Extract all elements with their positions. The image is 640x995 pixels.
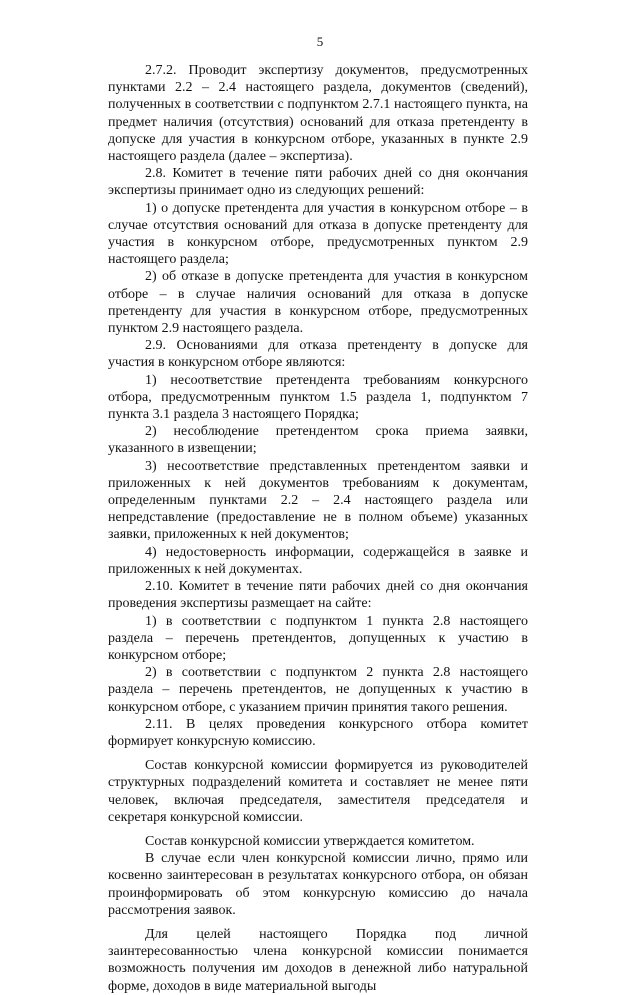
paragraph-2-11: 2.11. В целях проведения конкурсного отбора комитет формирует конкурсную комиссию. [108,716,528,749]
paragraph-commission-composition: Состав конкурсной комиссии формируется из руководителей структурных подразделений комитета и составляет не менее пяти человек, включая председателя, заместителя председателя и секретаря конкурсной комиссии. [108,758,528,825]
paragraph-2-8-item-2: 2) об отказе в допуске претендента для участия в конкурсном отборе – в случае наличия оснований для отказа в допуске претенденту для участия в конкурсном отборе, предусмотренных пунктом 2.9 настоящего раздела. [108,269,528,337]
paragraph-2-9-item-4: 4) недостоверность информации, содержащейся в заявке и приложенных к ней документах. [108,544,528,577]
paragraph-2-8-item-1: 1) о допуске претендента для участия в конкурсном отборе – в случае отсутствия оснований для отказа в допуске претенденту для участия в конкурсном отборе, предусмотренных пунктом 2.9 настоящего раздела; [108,200,528,268]
paragraph-2-9-item-1: 1) несоответствие претендента требованиям конкурсного отбора, предусмотренным пунктом 1.5 раздела 1, подпунктом 7 пункта 3.1 раздела 3 настоящего Порядка; [108,372,528,423]
paragraph-2-9-item-2: 2) несоблюдение претендентом срока приема заявки, указанного в извещении; [108,424,528,457]
paragraph-personal-interest-definition: Для целей настоящего Порядка под личной заинтересованностью члена конкурсной комиссии понимается возможность получения им доходов в денежной либо натуральной форме, доходов в виде материальной выгоды [108,926,528,994]
page-number: 5 [316,34,324,49]
paragraph-2-7-2: 2.7.2. Проводит экспертизу документов, предусмотренных пунктами 2.2 – 2.4 настоящего раздела, документов (сведений), полученных в соответствии с подпунктом 2.7.1 настоящего пункта, на предмет наличия (отсутствия) оснований для отказа претенденту в допуске для участия в конкурсном отборе, указанных в пункте 2.9 настоящего раздела (далее – экспертиза). [108,63,528,165]
paragraph-conflict-of-interest: В случае если член конкурсной комиссии лично, прямо или косвенно заинтересован в результатах конкурсного отбора, он обязан проинформировать об этом конкурсную комиссию до начала рассмотрения заявок. [108,851,528,918]
paragraph-commission-approval: Состав конкурсной комиссии утверждается комитетом. [145,833,475,849]
paragraph-2-9-item-3: 3) несоответствие представленных претендентом заявки и приложенных к ней документов требованиям к документам, определенным пунктами 2.2 – 2.4 настоящего раздела или непредставление (предоставление не в полном объеме) указанных заявки, приложенных к ней документов; [108,458,528,543]
paragraph-2-10-item-2: 2) в соответствии с подпунктом 2 пункта 2.8 настоящего раздела – перечень претендентов, не допущенных к участию в конкурсном отборе, с указанием причин принятия такого решения. [108,665,528,715]
paragraph-2-10: 2.10. Комитет в течение пяти рабочих дней со дня окончания проведения экспертизы размещает на сайте: [108,579,528,612]
paragraph-2-8: 2.8. Комитет в течение пяти рабочих дней со дня окончания экспертизы принимает одно из следующих решений: [108,166,528,199]
paragraph-2-10-item-1: 1) в соответствии с подпунктом 1 пункта 2.8 настоящего раздела – перечень претендентов, допущенных к участию в конкурсном отборе; [108,613,528,663]
paragraph-2-9: 2.9. Основаниями для отказа претенденту в допуске для участия в конкурсном отборе являются: [108,338,528,371]
document-body [108,62,528,995]
